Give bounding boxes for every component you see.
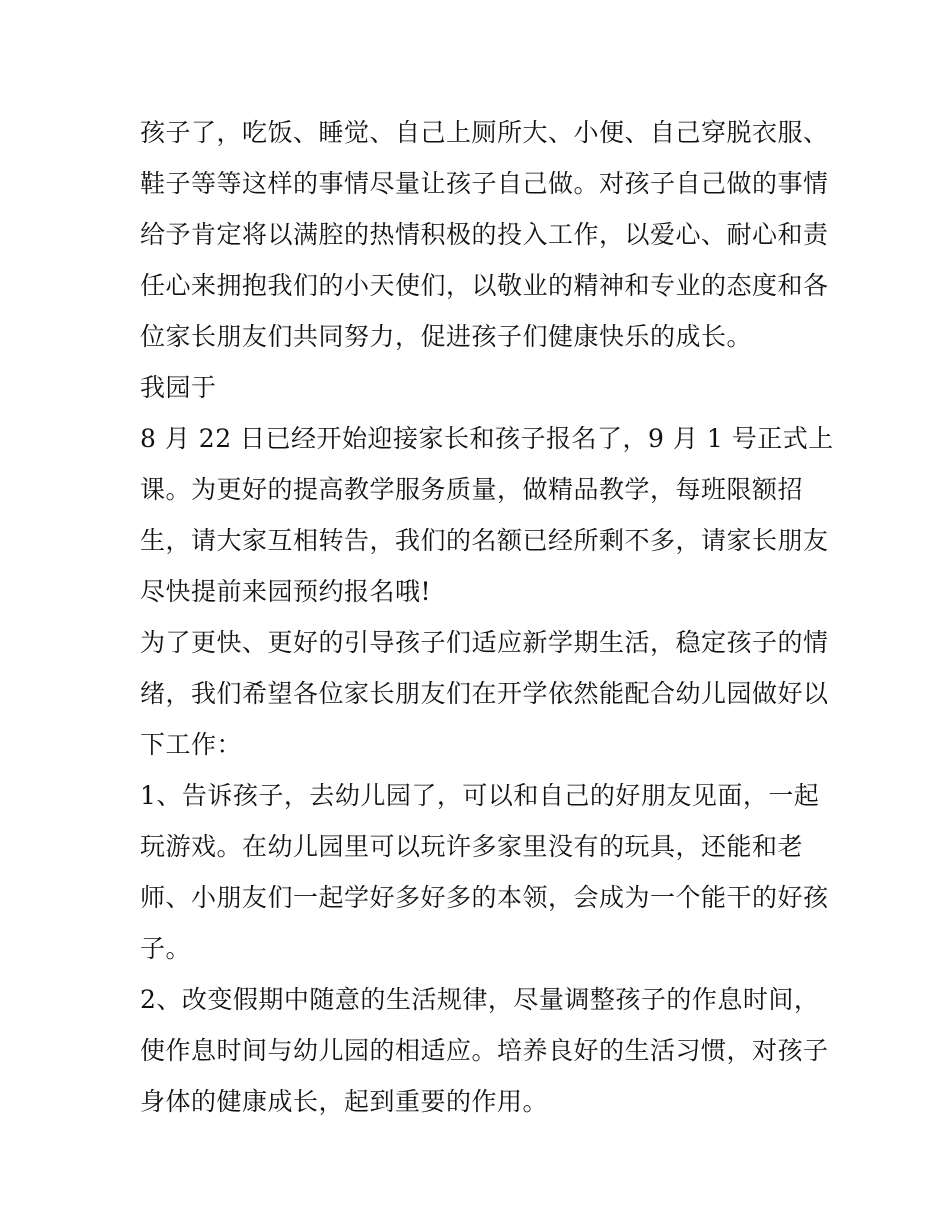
text-line: 使作息时间与幼儿园的相适应。培养良好的生活习惯，对孩子 — [140, 1036, 829, 1065]
text-line: 给予肯定将以满腔的热情积极的投入工作，以爱心、耐心和责 — [140, 220, 829, 249]
text-line: 8 月 22 日已经开始迎接家长和孩子报名了，9 月 1 号正式上 — [140, 424, 834, 453]
text-line: 身体的健康成长，起到重要的作用。 — [140, 1087, 549, 1116]
text-line: 我园于 — [140, 373, 217, 402]
text-line: 生，请大家互相转告，我们的名额已经所剩不多，请家长朋友 — [140, 526, 829, 555]
text-line: 尽快提前来园预约报名哦! — [140, 577, 432, 606]
text-line: 师、小朋友们一起学好多好多的本领，会成为一个能干的好孩 — [140, 883, 829, 912]
text-line: 为了更快、更好的引导孩子们适应新学期生活，稳定孩子的情 — [140, 628, 829, 657]
text-line: 1、告诉孩子，去幼儿园了，可以和自己的好朋友见面，一起 — [140, 781, 820, 810]
text-line: 子。 — [140, 934, 192, 963]
text-line: 玩游戏。在幼儿园里可以玩许多家里没有的玩具，还能和老 — [140, 832, 804, 861]
text-line: 孩子了，吃饭、睡觉、自己上厕所大、小便、自己穿脱衣服、 — [140, 118, 829, 147]
text-line: 下工作： — [140, 730, 243, 759]
text-line: 位家长朋友们共同努力，促进孩子们健康快乐的成长。 — [140, 322, 753, 351]
text-line: 任心来拥抱我们的小天使们，以敬业的精神和专业的态度和各 — [140, 271, 829, 300]
text-line: 绪，我们希望各位家长朋友们在开学依然能配合幼儿园做好以 — [140, 679, 829, 708]
document-body — [140, 107, 834, 1127]
text-line: 2、改变假期中随意的生活规律，尽量调整孩子的作息时间， — [140, 985, 820, 1014]
text-line: 鞋子等等这样的事情尽量让孩子自己做。对孩子自己做的事情 — [140, 169, 829, 198]
text-line: 课。为更好的提高教学服务质量，做精品教学，每班限额招 — [140, 475, 804, 504]
